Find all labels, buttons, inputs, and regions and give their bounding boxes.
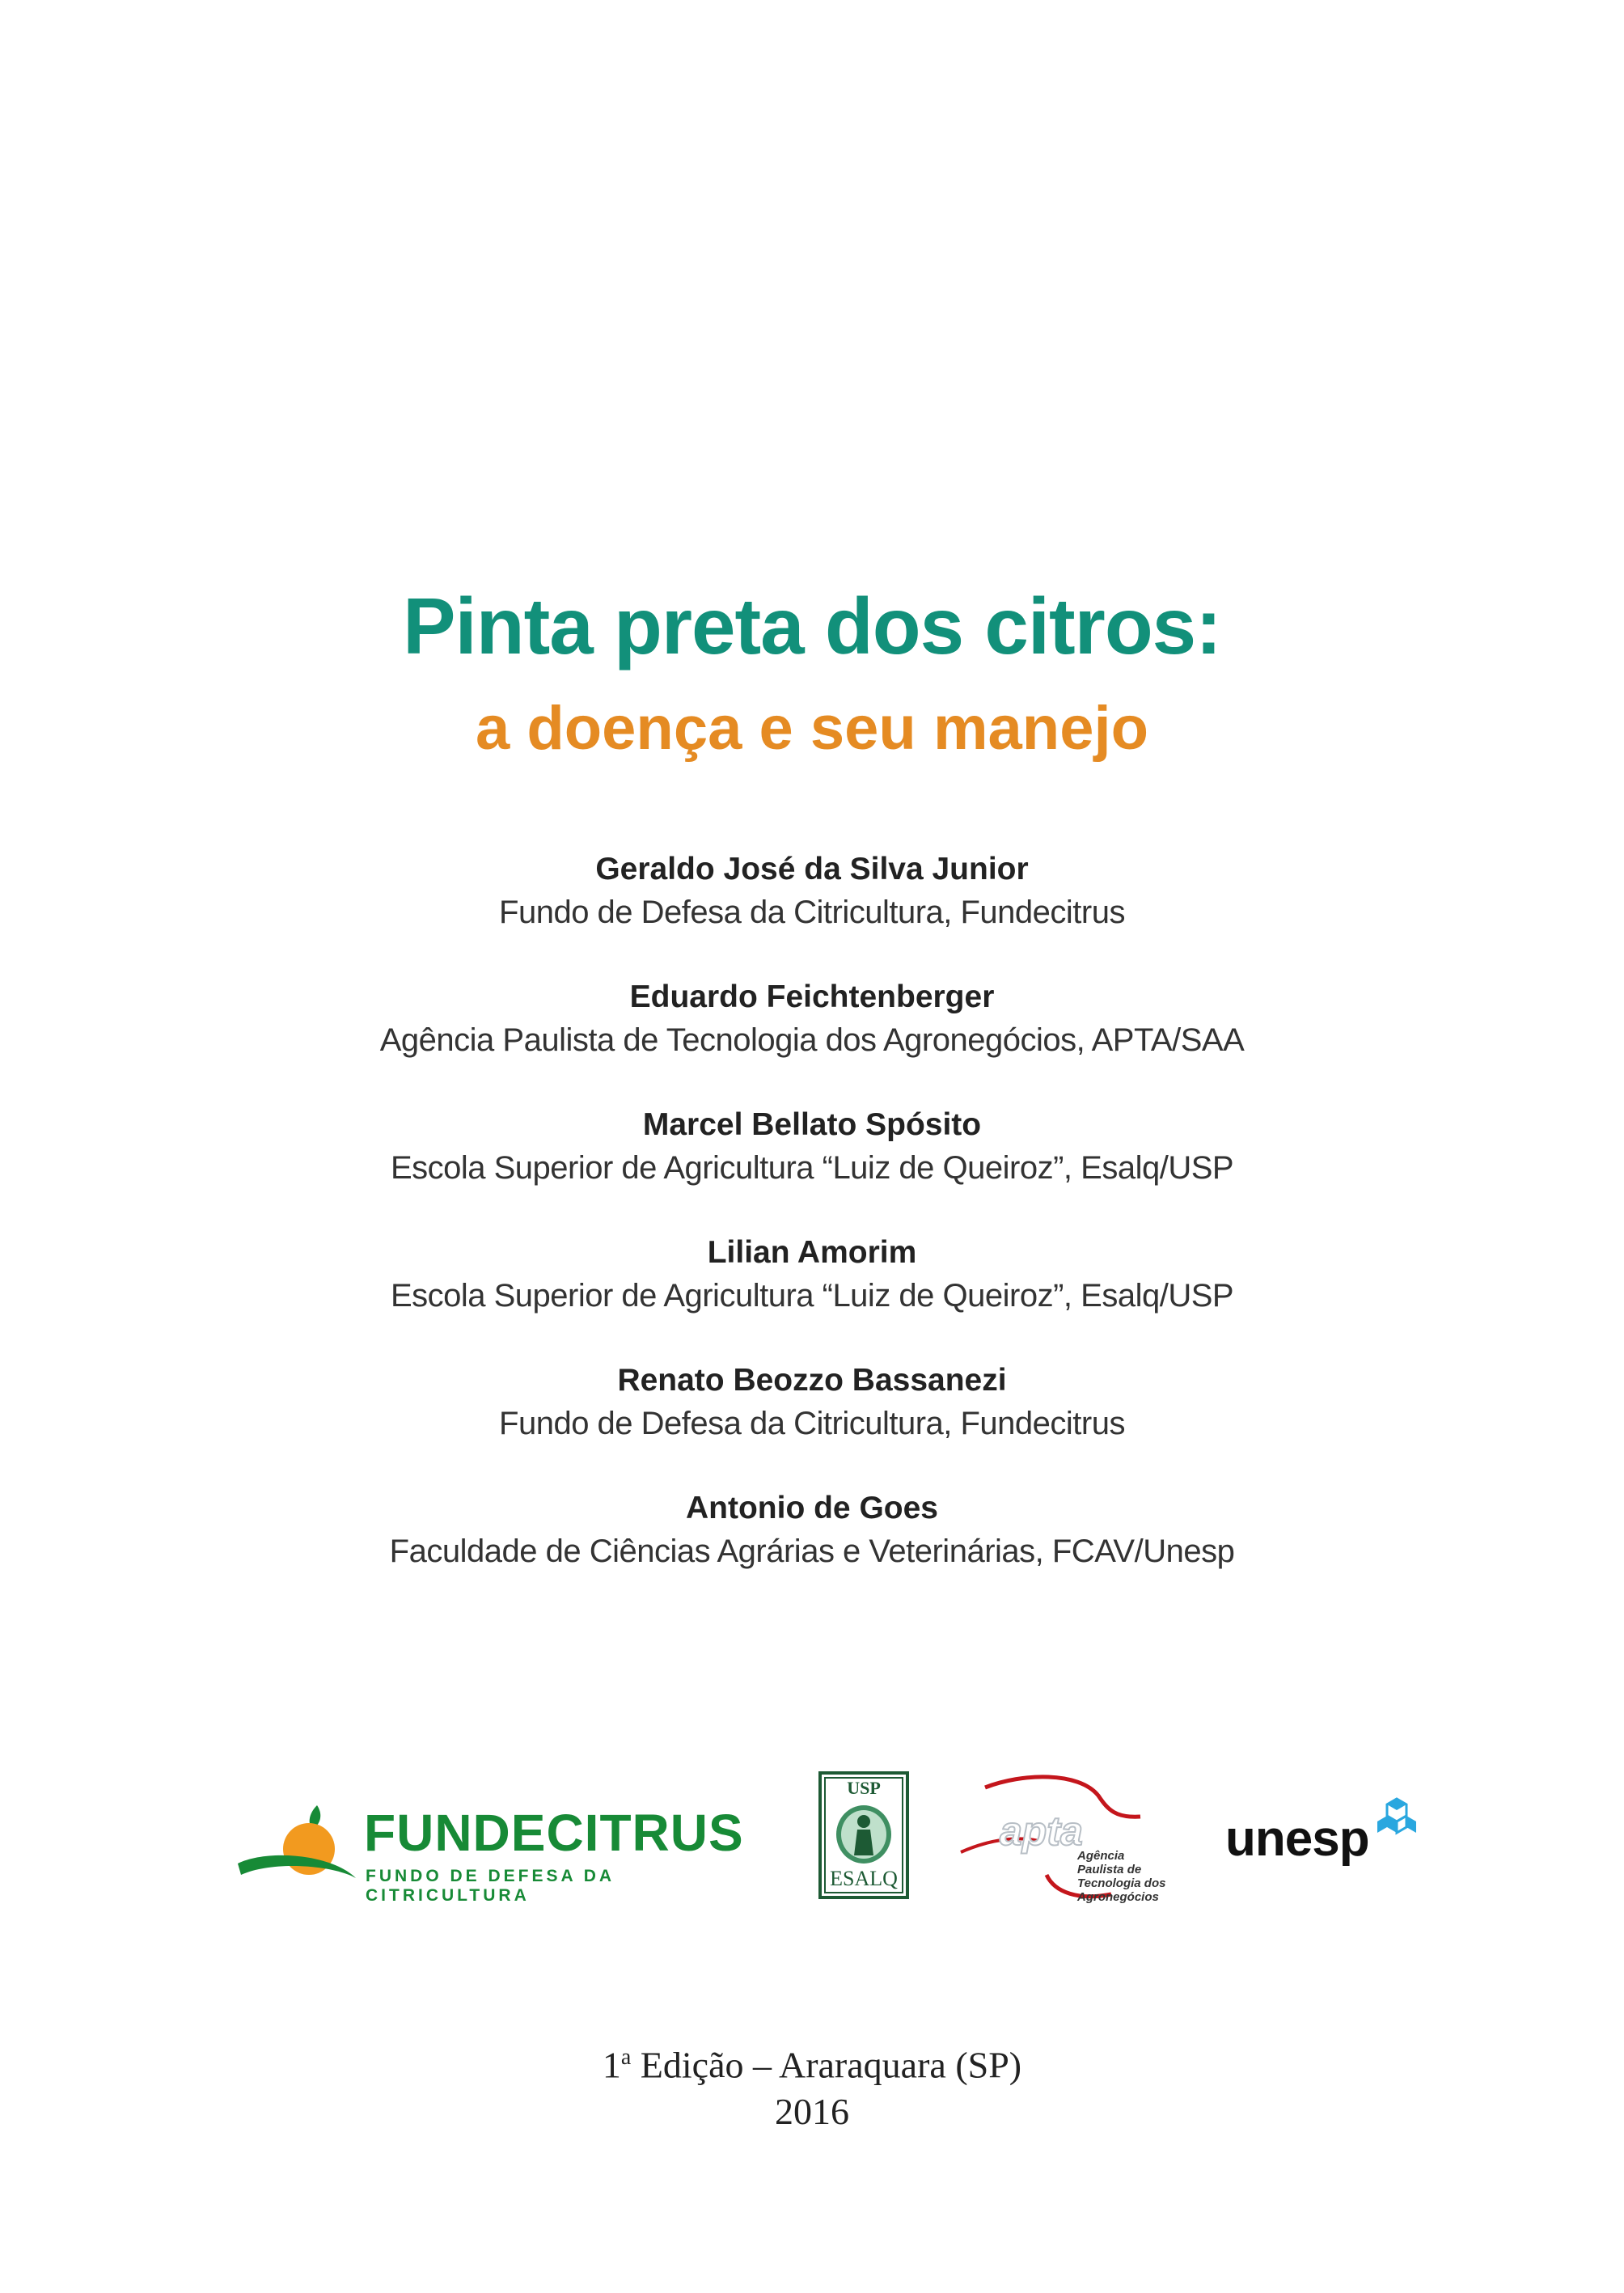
title-block: [0, 578, 1624, 766]
esalq-usp-label: USP: [847, 1778, 881, 1798]
fundecitrus-logo: [235, 1796, 760, 1905]
author-name: Lilian Amorim: [707, 1235, 917, 1270]
unesp-wordmark: unesp: [1225, 1811, 1369, 1867]
author-name: Geraldo José da Silva Junior: [595, 852, 1029, 886]
esalq-logo: [818, 1771, 909, 1899]
author-name: Eduardo Feichtenberger: [629, 979, 995, 1014]
author-affiliation: Faculdade de Ciências Agrárias e Veterinárias, FCAV/Unesp: [389, 1534, 1235, 1569]
partner-logos: [0, 1771, 1624, 1933]
author-name: Renato Beozzo Bassanezi: [617, 1363, 1007, 1398]
unesp-crystal-icon: [1372, 1796, 1421, 1844]
edition-place: Edição – Araraquara (SP): [631, 2044, 1022, 2086]
fundecitrus-tagline: FUNDO DE DEFESA DA CITRICULTURA: [366, 1867, 615, 1905]
author-list: [0, 849, 1624, 1616]
author-name: Antonio de Goes: [686, 1491, 938, 1525]
edition-info: [0, 2034, 1624, 2135]
orange-fruit-icon: [235, 1796, 364, 1893]
unesp-logo: [1225, 1796, 1419, 1885]
apta-logo: [958, 1771, 1168, 1909]
author-affiliation: Fundo de Defesa da Citricultura, Fundecitrus: [499, 1406, 1125, 1441]
author-entry: [0, 1360, 1624, 1446]
author-entry: [0, 849, 1624, 935]
author-affiliation: Agência Paulista de Tecnologia dos Agronegócios, APTA/SAA: [379, 1022, 1245, 1058]
edition-line: [0, 2034, 1624, 2088]
book-subtitle: a doença e seu manejo: [475, 694, 1149, 763]
author-name: Marcel Bellato Spósito: [642, 1107, 982, 1142]
author-affiliation: Fundo de Defesa da Citricultura, Fundecitrus: [499, 895, 1125, 930]
edition-ordinal: a: [620, 2045, 632, 2070]
edition-number: 1: [602, 2044, 621, 2086]
author-affiliation: Escola Superior de Agricultura “Luiz de Queiroz”, Esalq/USP: [390, 1278, 1234, 1314]
book-title: Pinta preta dos citros:: [403, 582, 1221, 671]
edition-year: 2016: [775, 2091, 849, 2133]
author-entry: [0, 1105, 1624, 1191]
fundecitrus-wordmark: FUNDECITRUS: [364, 1804, 744, 1862]
apta-tagline: Agência Paulista de Tecnologia dos Agronegócios: [1077, 1849, 1166, 1904]
author-entry: [0, 1488, 1624, 1574]
author-entry: [0, 1233, 1624, 1318]
author-affiliation: Escola Superior de Agricultura “Luiz de Queiroz”, Esalq/USP: [390, 1150, 1234, 1186]
author-entry: [0, 977, 1624, 1063]
apta-wordmark: apta: [1000, 1809, 1083, 1854]
esalq-label: ESALQ: [830, 1867, 898, 1890]
